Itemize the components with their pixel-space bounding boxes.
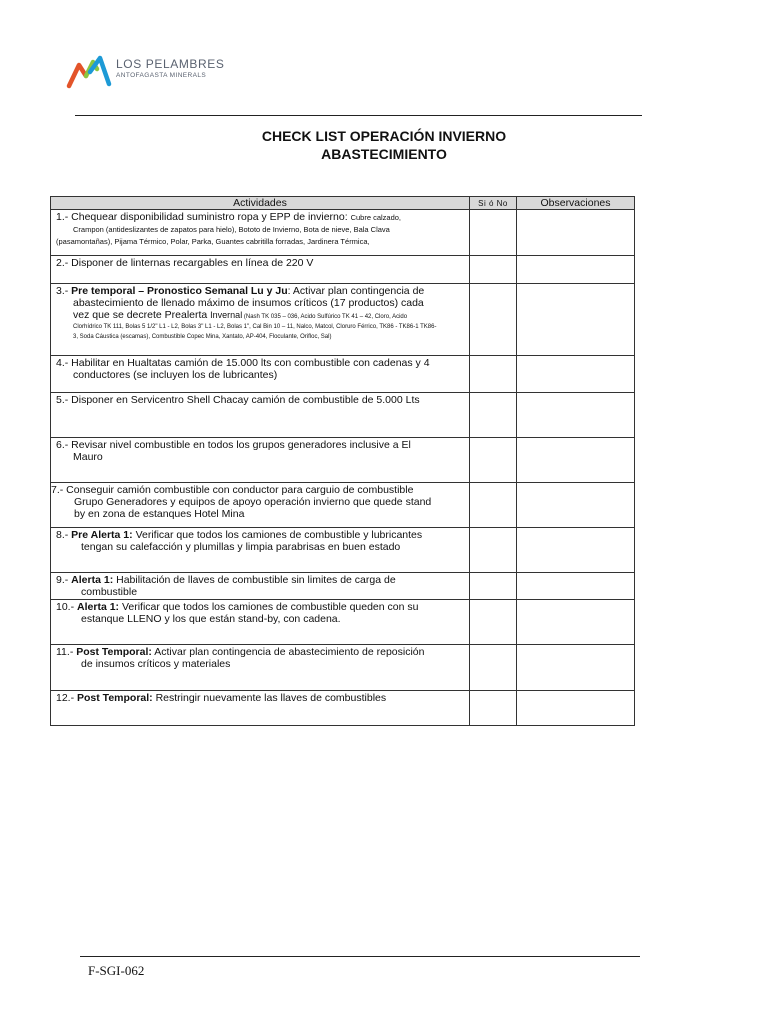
activity-cell bbox=[51, 210, 470, 256]
observations-cell[interactable] bbox=[517, 284, 635, 356]
table-header-row bbox=[51, 197, 635, 210]
company-logo bbox=[66, 50, 246, 92]
activity-text: (Nash TK 035 – 036, Acido Sulfúrico TK 41 – 42, Cloro, Acido bbox=[242, 314, 408, 320]
activity-text: Crampon (antideslizantes de zapatos para hielo), Bototo de Invierno, Bota de nieve, Bala Clava bbox=[73, 225, 390, 234]
activity-bold-text: Pre Alerta 1: bbox=[71, 529, 133, 541]
activity-cell bbox=[51, 256, 470, 284]
activity-text: 1.- Chequear disponibilidad suministro ropa y EPP de invierno: bbox=[56, 211, 351, 223]
activity-text: abastecimiento de llenado máximo de insumos críticos (17 productos) cada bbox=[73, 297, 424, 309]
answer-cell[interactable] bbox=[470, 256, 517, 284]
answer-cell[interactable] bbox=[470, 691, 517, 726]
activity-cell bbox=[51, 645, 470, 691]
activity-bold-text: Alerta 1: bbox=[77, 601, 120, 613]
activity-text: Cubre calzado, bbox=[350, 213, 402, 222]
answer-cell[interactable] bbox=[470, 645, 517, 691]
activity-text: 3, Soda Cáustica (escamas), Combustible Copec Mina, Xantato, AP-404, Floculante, Orifloc, Sal) bbox=[73, 334, 332, 340]
activity-text: 8.- bbox=[56, 529, 72, 541]
answer-cell[interactable] bbox=[470, 284, 517, 356]
form-code: F-SGI-062 bbox=[88, 963, 145, 978]
document-subtitle: ABASTECIMIENTO bbox=[321, 146, 447, 162]
activity-text: Grupo Generadores y equipos de apoyo operación invierno que quede stand bbox=[74, 496, 432, 508]
activity-bold-text: Alerta 1: bbox=[71, 574, 114, 586]
activity-cell bbox=[51, 600, 470, 645]
activity-text: 5.- Disponer en Servicentro Shell Chacay camión de combustible de 5.000 Lts bbox=[56, 394, 420, 406]
table-row bbox=[51, 356, 635, 393]
activity-text: Clorhídrico TK 111, Bolas 5 1/2" L1 - L2, Bolas 3" L1 - L2, Bolas 1", Cal Bin 10 – 11, Nalco, Matcol, Cloruro Férrico, TK86 - TK86-1 TK86- bbox=[73, 324, 437, 330]
answer-cell[interactable] bbox=[470, 528, 517, 573]
activity-text: de insumos críticos y materiales bbox=[81, 658, 231, 670]
observations-cell[interactable] bbox=[517, 356, 635, 393]
activity-cell bbox=[51, 356, 470, 393]
activity-text: Mauro bbox=[73, 451, 103, 463]
activity-cell bbox=[51, 284, 470, 356]
observations-cell[interactable] bbox=[517, 483, 635, 528]
activity-text: 7.- Conseguir camión combustible con conductor para carguio de combustible bbox=[51, 484, 414, 496]
activity-text: : Activar plan contingencia de bbox=[287, 285, 425, 297]
observations-cell[interactable] bbox=[517, 438, 635, 483]
observations-cell[interactable] bbox=[517, 256, 635, 284]
footer-divider bbox=[80, 956, 640, 957]
activity-text: Activar plan contingencia de abastecimiento de reposición bbox=[151, 646, 425, 658]
observations-cell[interactable] bbox=[517, 210, 635, 256]
activity-bold-text: Post Temporal: bbox=[77, 692, 153, 704]
activity-text: Habilitación de llaves de combustible sin limites de carga de bbox=[113, 574, 396, 586]
activity-cell bbox=[51, 528, 470, 573]
activity-text: 9.- bbox=[56, 574, 72, 586]
observations-cell[interactable] bbox=[517, 393, 635, 438]
table-row bbox=[51, 438, 635, 483]
column-header-actividades: Actividades bbox=[51, 197, 470, 210]
table-row bbox=[51, 528, 635, 573]
table-row bbox=[51, 645, 635, 691]
activity-text: Restringir nuevamente las llaves de combustibles bbox=[152, 692, 387, 704]
answer-cell[interactable] bbox=[470, 483, 517, 528]
activity-cell bbox=[51, 483, 470, 528]
activity-text: combustible bbox=[81, 586, 138, 598]
activity-text: 11.- bbox=[56, 646, 77, 658]
checklist-table bbox=[50, 196, 635, 726]
pelambres-mountain-icon bbox=[66, 50, 112, 90]
observations-cell[interactable] bbox=[517, 573, 635, 600]
activity-text: vez que se decrete Prealerta bbox=[73, 309, 211, 321]
activity-text: Verificar que todos los camiones de combustible y lubricantes bbox=[132, 529, 423, 541]
observations-cell[interactable] bbox=[517, 528, 635, 573]
table-row bbox=[51, 483, 635, 528]
observations-cell[interactable] bbox=[517, 645, 635, 691]
table-row bbox=[51, 691, 635, 726]
activity-cell bbox=[51, 393, 470, 438]
table-row bbox=[51, 393, 635, 438]
answer-cell[interactable] bbox=[470, 356, 517, 393]
activity-text: 12.- bbox=[56, 692, 78, 704]
column-header-si-o-no: Si ó No bbox=[470, 197, 517, 210]
table-row bbox=[51, 210, 635, 256]
answer-cell[interactable] bbox=[470, 393, 517, 438]
activity-text: 4.- Habilitar en Hualtatas camión de 15.000 lts con combustible con cadenas y 4 bbox=[56, 357, 430, 369]
observations-cell[interactable] bbox=[517, 691, 635, 726]
table-row bbox=[51, 256, 635, 284]
activity-text: 10.- bbox=[56, 601, 78, 613]
activity-bold-text: Pre temporal – Pronostico Semanal Lu y Ju bbox=[71, 285, 288, 297]
answer-cell[interactable] bbox=[470, 573, 517, 600]
header-divider bbox=[75, 115, 642, 116]
column-header-observaciones: Observaciones bbox=[517, 197, 635, 210]
observations-cell[interactable] bbox=[517, 600, 635, 645]
answer-cell[interactable] bbox=[470, 600, 517, 645]
activity-text: 6.- Revisar nivel combustible en todos los grupos generadores inclusive a El bbox=[56, 439, 411, 451]
document-title: CHECK LIST OPERACIÓN INVIERNO bbox=[261, 128, 507, 144]
activity-bold-text: Post Temporal: bbox=[76, 646, 152, 658]
activity-text: estanque LLENO y los que están stand-by, con cadena. bbox=[81, 613, 341, 625]
activity-cell bbox=[51, 438, 470, 483]
activity-text: (pasamontañas), Pijama Térmico, Polar, Parka, Guantes cabritilla forradas, Jardinera Térmica, bbox=[56, 237, 370, 246]
answer-cell[interactable] bbox=[470, 210, 517, 256]
answer-cell[interactable] bbox=[470, 438, 517, 483]
activity-text: 3.- bbox=[56, 285, 72, 297]
logo-subtitle: ANTOFAGASTA MINERALS bbox=[116, 72, 207, 79]
activity-text: tengan su calefacción y plumillas y limpia parabrisas en buen estado bbox=[81, 541, 401, 553]
activity-text: by en zona de estanques Hotel Mina bbox=[74, 508, 245, 520]
table-row bbox=[51, 600, 635, 645]
table-row bbox=[51, 573, 635, 600]
table-row bbox=[51, 284, 635, 356]
logo-name: LOS PELAMBRES bbox=[116, 57, 225, 71]
activity-cell bbox=[51, 573, 470, 600]
activity-cell bbox=[51, 691, 470, 726]
activity-text: 2.- Disponer de linternas recargables en línea de 220 V bbox=[56, 257, 314, 269]
activity-text: Invernal bbox=[210, 310, 243, 320]
activity-text: Verificar que todos los camiones de combustible queden con su bbox=[119, 601, 419, 613]
activity-text: conductores (se incluyen los de lubricantes) bbox=[73, 369, 278, 381]
